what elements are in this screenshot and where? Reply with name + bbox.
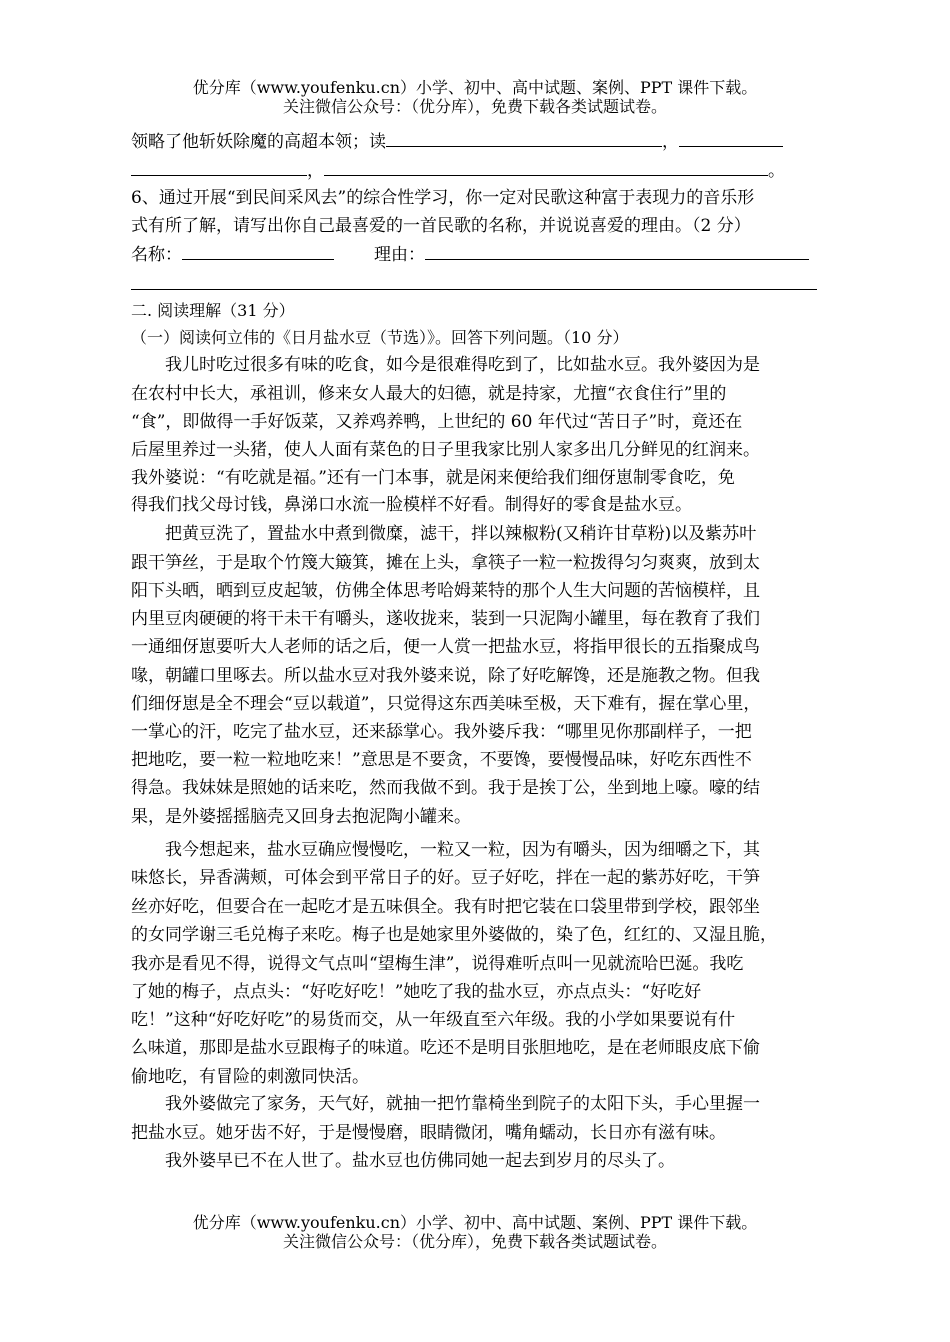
passage-line: 在农村中长大，承祖训，修来女人最大的妇德，就是持家，尤擅“衣食住行”里的 [131, 384, 727, 404]
passage-line: 偷地吃，有冒险的刺激同快活。 [131, 1067, 369, 1087]
q6-reason-blank[interactable] [425, 243, 809, 260]
passage-line: 我亦是看见不得，说得文气点叫“望梅生津”，说得难听点叫一见就流哈巴涎。我吃 [131, 954, 744, 974]
q5-answer-blank-4[interactable] [324, 159, 768, 176]
passage-line: 把黄豆洗了，置盐水中煮到微糜，滤干，拌以辣椒粉(又稍许甘草粉)以及紫苏叶 [165, 524, 757, 544]
passage-line: 后屋里养过一头猪，使人人面有菜色的日子里我家比别人家多出几分鲜见的红润来。 [131, 440, 760, 460]
passage-line: 们细伢崽是全不理会“豆以载道”，只觉得这东西美味至极，天下难有，握在掌心里， [131, 694, 761, 714]
q5-line-2 [131, 159, 785, 182]
q5-line-1-text: 领略了他斩妖除魔的高超本领；读 [131, 132, 386, 152]
passage-line: 一通细伢崽要听大人老师的话之后，便一人赏一把盐水豆，将指甲很长的五指聚成鸟 [131, 637, 760, 657]
passage-line: 么味道，那即是盐水豆跟梅子的味道。吃还不是明目张胆地吃，是在老师眼皮底下偷 [131, 1038, 760, 1058]
q6-answer-line [131, 243, 809, 266]
footer-line-2: 关注微信公众号：（优分库），免费下载各类试题试卷。 [282, 1232, 667, 1251]
passage-line: “食”，即做得一手好饭菜，又养鸡养鸭，上世纪的 60 年代过“苦日子”时，竟还在 [131, 412, 743, 432]
q6-name-label: 名称： [131, 245, 182, 265]
q5-answer-blank-2[interactable] [679, 130, 783, 147]
passage-line: 得我们找父母讨钱，鼻涕口水流一脸模样不好看。制得好的零食是盐水豆。 [131, 495, 692, 515]
q5-line-1 [131, 130, 783, 153]
passage-line: 我外婆做完了家务，天气好，就抽一把竹靠椅坐到院子的太阳下头，手心里握一 [165, 1094, 760, 1114]
passage-line: 我今想起来，盐水豆确应慢慢吃，一粒又一粒，因为有嚼头，因为细嚼之下，其 [165, 840, 760, 860]
passage-line: 我儿时吃过很多有味的吃食，如今是很难得吃到了，比如盐水豆。我外婆因为是 [165, 355, 760, 375]
q6-reason-blank-2[interactable] [131, 289, 817, 290]
passage-line: 了她的梅子，点点头：“好吃好吃！”她吃了我的盐水豆，亦点点头：“好吃好 [131, 982, 702, 1002]
passage-line: 我外婆早已不在人世了。盐水豆也仿佛同她一起去到岁月的尽头了。 [165, 1151, 675, 1171]
passage-line: 的女同学谢三毛兑梅子来吃。梅子也是她家里外婆做的，染了色，红红的、又湿且脆， [131, 925, 777, 945]
passage-line: 一掌心的汗，吃完了盐水豆，还来舔掌心。我外婆斥我：“哪里见你那副样子，一把 [131, 722, 752, 742]
q5-comma-1: ， [662, 132, 679, 152]
passage-line: 把地吃，要一粒一粒地吃来！”意思是不要贪，不要馋，要慢慢品味，好吃东西性不 [131, 750, 752, 770]
passage-line: 把盐水豆。她牙齿不好，于是慢慢磨，眼睛微闭，嘴角蠕动，长日亦有滋有味。 [131, 1123, 726, 1143]
passage-line: 喙，朝罐口里啄去。所以盐水豆对我外婆来说，除了好吃解馋，还是施教之物。但我 [131, 666, 760, 686]
q5-period: 。 [768, 161, 785, 181]
passage-line: 我外婆说：“有吃就是福。”还有一门本事，就是闲来便给我们细伢崽制零食吃，免 [131, 468, 735, 488]
passage-line: 内里豆肉硬硬的将干未干有嚼头，遂收拢来，装到一只泥陶小罐里，每在教育了我们 [131, 609, 760, 629]
passage-line: 跟干笋丝，于是取个竹篾大簸箕，摊在上头，拿筷子一粒一粒拨得匀匀爽爽，放到太 [131, 553, 760, 573]
header-line-2: 关注微信公众号：（优分库），免费下载各类试题试卷。 [282, 97, 667, 116]
q6-line-1: 6、通过开展“到民间采风去”的综合性学习，你一定对民歌这种富于表现力的音乐形 [131, 188, 755, 208]
passage-line: 得急。我妹妹是照她的话来吃，然而我做不到。我于是挨丁公，坐到地上嚎。嚎的结 [131, 778, 760, 798]
section-2-title: 二. 阅读理解（31 分） [131, 301, 295, 320]
passage-line: 果，是外婆摇摇脑壳又回身去抱泥陶小罐来。 [131, 807, 471, 827]
passage-line: 吃！”这种“好吃好吃”的易货而交，从一年级直至六年级。我的小学如果要说有什 [131, 1010, 736, 1030]
q5-comma-2: ， [307, 161, 324, 181]
passage-line: 丝亦好吃，但要合在一起吃才是五味俱全。我有时把它装在口袋里带到学校，跟邻坐 [131, 897, 760, 917]
q5-answer-blank-3[interactable] [131, 159, 307, 176]
footer-line-1: 优分库（www.youfenku.cn）小学、初中、高中试题、案例、PPT 课件下载。 [192, 1213, 758, 1232]
passage-line: 味悠长，异香满颊，可体会到平常日子的好。豆子好吃，拌在一起的紫苏好吃，干笋 [131, 868, 760, 888]
q6-reason-label: 理由： [374, 245, 425, 265]
passage-line: 阳下头晒，晒到豆皮起皱，仿佛全体思考哈姆莱特的那个人生大问题的苦恼模样，且 [131, 581, 760, 601]
section-2-sub-1: （一）阅读何立伟的《日月盐水豆（节选）》。回答下列问题。（10 分） [131, 328, 629, 347]
q6-name-blank[interactable] [182, 243, 334, 260]
q6-line-2: 式有所了解，请写出你自己最喜爱的一首民歌的名称，并说说喜爱的理由。（2 分） [131, 216, 751, 236]
header-line-1: 优分库（www.youfenku.cn）小学、初中、高中试题、案例、PPT 课件下载。 [192, 78, 758, 97]
q5-answer-blank-1[interactable] [386, 130, 662, 147]
